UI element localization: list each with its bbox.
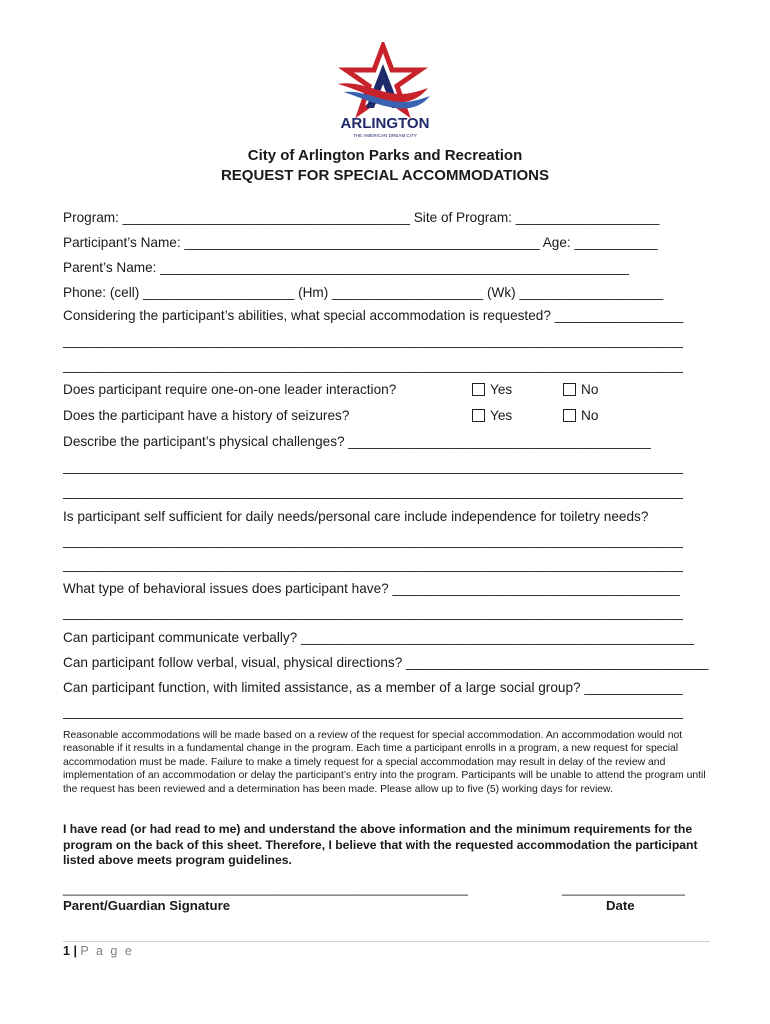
checkbox-icon[interactable] [472, 409, 485, 422]
one-on-one-no-option[interactable]: No [563, 382, 598, 397]
page-title: City of Arlington Parks and Recreation [247, 147, 523, 164]
self-sufficient-blank-line-2[interactable]: __________________________________________________________________________________ [63, 557, 683, 572]
date-label: Date [606, 898, 635, 913]
one-on-one-question: Does participant require one-on-one leader interaction? [63, 382, 397, 397]
checkbox-icon[interactable] [472, 383, 485, 396]
parent-name-field[interactable]: Parent’s Name: ______________________________________________________________ [63, 260, 629, 275]
social-group-question[interactable]: Can participant function, with limited assistance, as a member of a large social group? _____________ [63, 680, 683, 695]
page-subtitle: REQUEST FOR SPECIAL ACCOMMODATIONS [220, 167, 550, 184]
phone-field[interactable]: Phone: (cell) ____________________ (Hm) ____________________ (Wk) ___________________ [63, 285, 664, 300]
social-group-blank-line[interactable]: __________________________________________________________________________________ [63, 704, 683, 719]
signature-line[interactable]: ________________________________________________________ [63, 881, 468, 896]
behavioral-question[interactable]: What type of behavioral issues does participant have? ______________________________________ [63, 581, 680, 596]
footer-divider [63, 941, 710, 942]
program-field[interactable]: Program: ______________________________________ Site of Program: ___________________ [63, 210, 660, 225]
one-on-one-yes-option[interactable]: Yes [472, 382, 512, 397]
checkbox-icon[interactable] [563, 383, 576, 396]
accommodation-blank-line-2[interactable]: __________________________________________________________________________________ [63, 358, 683, 373]
seizures-question: Does the participant have a history of seizures? [63, 408, 350, 423]
checkbox-icon[interactable] [563, 409, 576, 422]
accommodation-blank-line-1[interactable]: __________________________________________________________________________________ [63, 333, 683, 348]
seizures-no-option[interactable]: No [563, 408, 598, 423]
footer-separator: | [73, 944, 77, 958]
logo-tagline: THE AMERICAN DREAM CITY [352, 133, 418, 138]
seizures-yes-option[interactable]: Yes [472, 408, 512, 423]
logo-wordmark: ARLINGTON [340, 115, 430, 132]
signature-label: Parent/Guardian Signature [63, 898, 231, 913]
behavioral-blank-line[interactable]: __________________________________________________________________________________ [63, 605, 683, 620]
acknowledgement-statement: I have read (or had read to me) and understand the above information and the minimum requirements for the program on the back of this sheet. Therefore, I believe that with the requested accommodation the participant listed above meets program guidelines. [63, 822, 698, 868]
physical-blank-line-1[interactable]: __________________________________________________________________________________ [63, 459, 683, 474]
arlington-logo [330, 42, 440, 140]
self-sufficient-question: Is participant self sufficient for daily needs/personal care include independence for toiletry needs? [63, 509, 649, 524]
communicate-question[interactable]: Can participant communicate verbally? ____________________________________________________ [63, 630, 695, 645]
physical-blank-line-2[interactable]: __________________________________________________________________________________ [63, 484, 683, 499]
page-footer [63, 944, 134, 958]
physical-challenges-question[interactable]: Describe the participant’s physical challenges? ________________________________________ [63, 434, 651, 449]
accommodation-notice: Reasonable accommodations will be made based on a review of the request for special accommodation. An accommodation would not reasonable if it results in a fundamental change in the program. Each time a participant enrolls in a program, a new request for special accommodation must be made. Failure to make a timely request for a special accommodation may result in delay of the review and implementation of an accommodation or delay the participant’s entry into the program. Participants will be unable to attend the program until the request has been reviewed and a determination has been made. Please allow up to five (5) working days for review. [63, 730, 706, 795]
self-sufficient-blank-line-1[interactable]: __________________________________________________________________________________ [63, 533, 683, 548]
participant-name-field[interactable]: Participant’s Name: _______________________________________________ Age: ___________ [63, 235, 658, 250]
follow-directions-question[interactable]: Can participant follow verbal, visual, physical directions? ________________________________________ [63, 655, 709, 670]
page-word: P a g e [80, 944, 134, 958]
date-line[interactable]: _________________ [562, 881, 685, 896]
page-number: 1 [63, 944, 70, 958]
accommodation-question[interactable]: Considering the participant’s abilities, what special accommodation is requested? _________________ [63, 308, 684, 323]
